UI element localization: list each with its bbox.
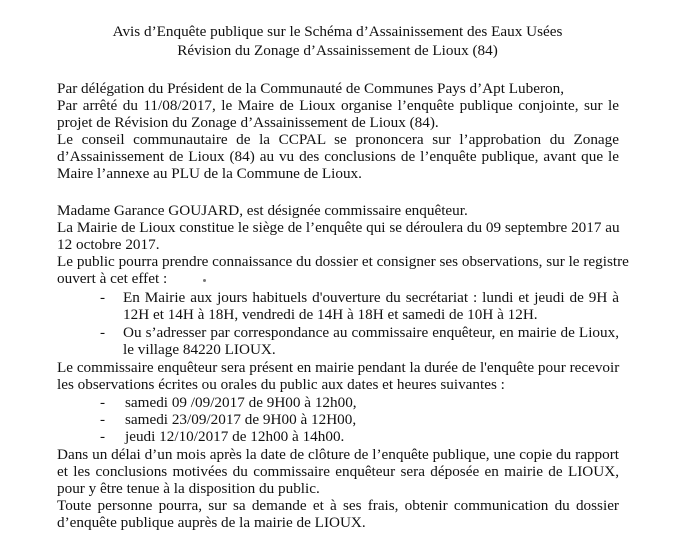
paragraph-line: Par arrêté du 11/08/2017, le Maire de Lioux organise l’enquête publique conjointe, sur le: [57, 97, 619, 114]
paragraph-line: d’enquête publique auprès de la mairie de LIOUX.: [57, 514, 366, 531]
paragraph-line: et les conclusions motivées du commissaire enquêteur sera déposée en mairie de LIOUX,: [57, 463, 619, 480]
paragraph-line: Madame Garance GOUJARD, est désignée commissaire enquêteur.: [57, 202, 468, 219]
list-item-line: le village 84220 LIOUX.: [123, 341, 276, 358]
paragraph-line: projet de Révision du Zonage d’Assainissement de Lioux (84).: [57, 114, 439, 131]
list-item-line: Ou s’adresser par correspondance au commissaire enquêteur, en mairie de Lioux,: [123, 324, 619, 341]
notice-subtitle: Révision du Zonage d’Assainissement de Lioux (84): [177, 42, 498, 59]
list-bullet: -: [100, 411, 106, 428]
paragraph-line: 12 octobre 2017.: [57, 236, 160, 253]
paragraph-line: Le public pourra prendre connaissance du dossier et consigner ses observations, sur le registre: [57, 253, 629, 270]
list-bullet: -: [100, 428, 106, 445]
paragraph-line: Dans un délai d’un mois après la date de clôture de l’enquête publique, une copie du rapport: [57, 446, 619, 463]
list-bullet: -: [100, 394, 106, 411]
paragraph-line: d’Assainissement de Lioux (84) au vu des conclusions de l’enquête publique, avant que le: [57, 148, 619, 165]
list-bullet: -: [100, 324, 106, 341]
list-item-line: En Mairie aux jours habituels d'ouverture du secrétariat : lundi et jeudi de 9H à: [123, 289, 619, 306]
schedule-item: jeudi 12/10/2017 de 12h00 à 14h00.: [125, 428, 345, 445]
paragraph-line: Maire l’annexe au PLU de la Commune de Lioux.: [57, 165, 362, 182]
paragraph-line: ouvert à cet effet :: [57, 270, 168, 287]
notice-title: Avis d’Enquête publique sur le Schéma d’Assainissement des Eaux Usées: [112, 23, 563, 40]
paragraph-line: Le commissaire enquêteur sera présent en mairie pendant la durée de l'enquête pour recevoir: [57, 359, 620, 376]
paragraph-line: pour y être tenue à la disposition du public.: [57, 480, 320, 497]
paragraph-line: Par délégation du Président de la Communauté de Communes Pays d’Apt Luberon,: [57, 80, 565, 97]
paragraph-line: Le conseil communautaire de la CCPAL se prononcera sur l’approbation du Zonage: [57, 131, 619, 148]
paragraph-line: les observations écrites ou orales du public aux dates et heures suivantes :: [57, 376, 505, 393]
scan-speck: [203, 279, 206, 282]
schedule-item: samedi 23/09/2017 de 9H00 à 12H00,: [125, 411, 357, 428]
paragraph-line: Toute personne pourra, sur sa demande et à ses frais, obtenir communication du dossier: [57, 497, 619, 514]
schedule-item: samedi 09 /09/2017 de 9H00 à 12h00,: [125, 394, 357, 411]
list-bullet: -: [100, 289, 106, 306]
list-item-line: 12H et 14H à 18H, vendredi de 14H à 18H et samedi de 10H à 12H.: [123, 306, 538, 323]
paragraph-line: La Mairie de Lioux constitue le siège de l’enquête qui se déroulera du 09 septembre 2017 au: [57, 219, 620, 236]
